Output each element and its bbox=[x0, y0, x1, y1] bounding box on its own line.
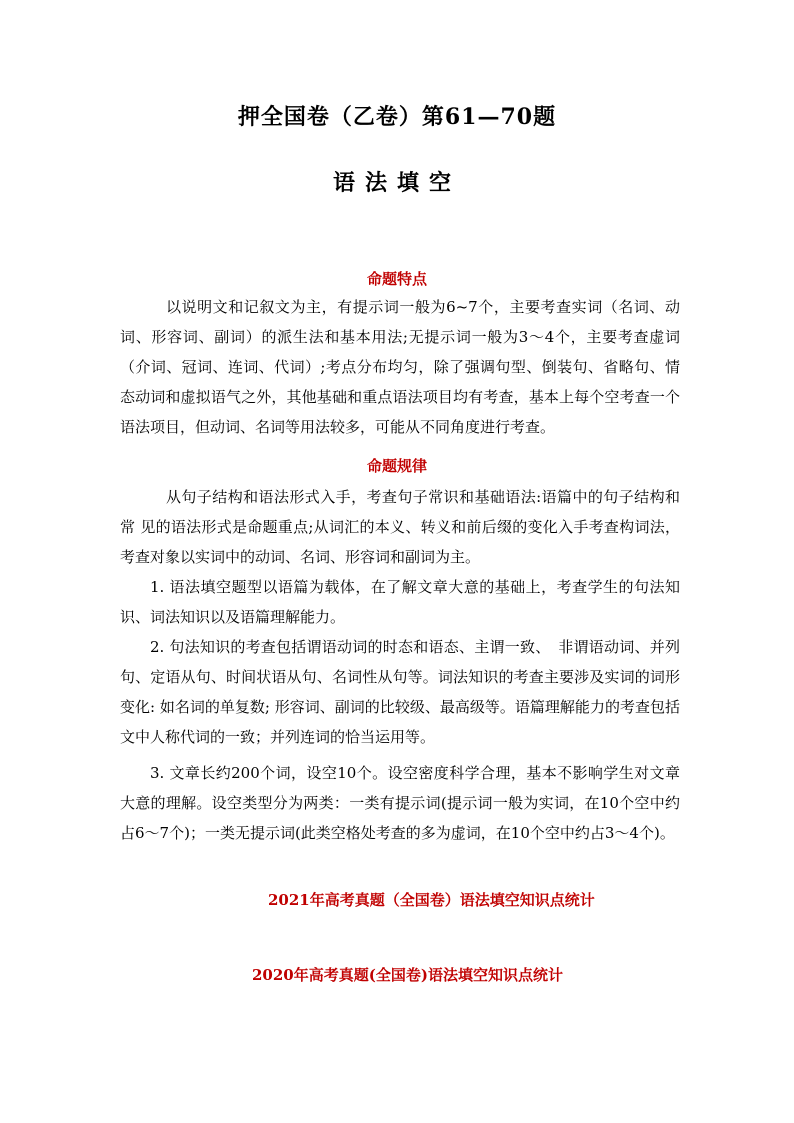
paragraph-rules-3: 3. 文章长约200个词，设空10个。设空密度科学合理，基本不影响学生对文章大意的理解。设空类型分为两类：一类有提示词(提示词一般为实词，在10个空中约占6～7个)；一类无提示词(此类空格处考查的多为虚词，在10个空中约占3～4个)。 bbox=[120, 764, 680, 842]
section-heading-features: 命题特点 bbox=[366, 270, 427, 288]
paragraph-rules-intro: 从句子结构和语法形式入手，考查句子常识和基础语法:语篇中的句子结构和常 见的语法形式是命题重点;从词汇的本义、转义和前后缀的变化入手考查构词法，考查对象以实词中的动词、名词、形容词和副词为主。 bbox=[120, 488, 680, 566]
stat-heading-2021: 2021年高考真题（全国卷）语法填空知识点统计 bbox=[268, 891, 595, 909]
stat-heading-2020: 2020年高考真题(全国卷)语法填空知识点统计 bbox=[252, 966, 563, 984]
main-title: 押全国卷（乙卷）第61—70题 bbox=[237, 104, 557, 130]
section-heading-rules: 命题规律 bbox=[366, 457, 427, 475]
paragraph-rules-2: 2. 句法知识的考查包括谓语动词的时态和语态、主谓一致、 非谓语动词、并列句、定语从句、时间状语从句、名词性从句等。词法知识的考查主要涉及实词的词形变化: 如名词的单复数; 形容词、副词的比较级、最高级等。语篇理解能力的考查包括文中人称代词的一致；并列连词的恰当运用等。 bbox=[120, 638, 680, 746]
paragraph-rules-1: 1. 语法填空题型以语篇为载体，在了解文章大意的基础上，考查学生的句法知识、词法知识以及语篇理解能力。 bbox=[120, 578, 680, 626]
sub-title: 语法填空 bbox=[332, 170, 461, 196]
paragraph-features: 以说明文和记叙文为主，有提示词一般为6~7个，主要考查实词（名词、动词、形容词、副词）的派生法和基本用法;无提示词一般为3～4个，主要考查虚词（介词、冠词、连词、代词）;考点分布均匀，除了强调句型、倒装句、省略句、情态动词和虚拟语气之外，其他基础和重点语法项目均有考查，基本上每个空考查一个语法项目，但动词、名词等用法较多，可能从不同角度进行考查。 bbox=[120, 298, 680, 436]
